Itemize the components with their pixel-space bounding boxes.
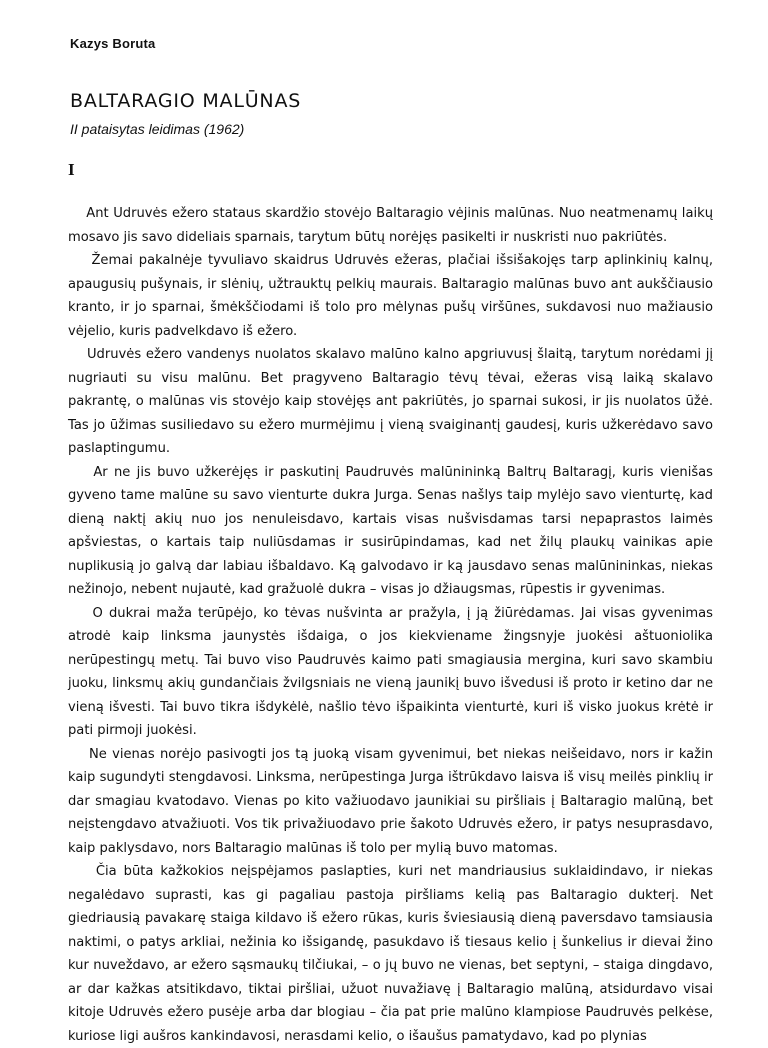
chapter-heading: I bbox=[68, 160, 75, 179]
paragraph: Ar ne jis buvo užkerėjęs ir paskutinį Paudruvės malūnininką Baltrų Baltaragį, kuris vienišas gyveno tame malūne su savo vienturte dukra Jurga. Senas našlys taip mylėjo savo vienturtę, kad dieną naktį akių nuo jos nenuleisdavo, kartais visas nušvisdamas tarsi nepaprastos laimės apšviestas, o kartais taip nuliūsdamas ir susirūpindamas, kad net žilų plaukų vainikas apie nuplikusią jo galvą dar labiau išbaldavo. Ką galvodavo ir ką jausdavo senas malūnininkas, niekas nežinojo, nebent nujautė, kad gražuolė dukra – visas jo džiaugsmas, rūpestis ir gyvenimas. bbox=[68, 464, 713, 597]
author-name: Kazys Boruta bbox=[70, 36, 156, 51]
edition-note: II pataisytas leidimas (1962) bbox=[70, 121, 245, 137]
book-title: BALTARAGIO MALŪNAS bbox=[70, 89, 302, 112]
paragraph: Žemai pakalnėje tyvuliavo skaidrus Udruvės ežeras, plačiai išsišakojęs tarp aplinkinių kalnų, apaugusių pušynais, ir slėnių, užtrauktų pelkių maurais. Baltaragio malūnas buvo ant aukščiausio kranto, ir jo sparnai, šmėkščiodami iš tolo pro mėlynas pušų viršūnes, sukdavosi nuo mažiausio vėjelio, kuris padvelkdavo iš ežero. bbox=[68, 253, 713, 339]
paragraph: Ne vienas norėjo pasivogti jos tą juoką visam gyvenimui, bet niekas neišeidavo, nors ir kažin kaip sugundyti stengdavosi. Linksma, nerūpestinga Jurga ištrūkdavo laisva iš visų meilės pinklių ir dar smagiau kvatodavo. Vienas po kito važiuodavo jaunikiai su piršliais į Baltaragio malūną, bet neįstengdavo atvažiuoti. Vos tik privažiuodavo prie šakoto Udruvės ežero, ir patys nesuprasdavo, kaip paklysdavo, nors Baltaragio malūnas iš tolo per mylią buvo matomas. bbox=[68, 746, 713, 856]
paragraph: Udruvės ežero vandenys nuolatos skalavo malūno kalno apgriuvusį šlaitą, tarytum norėdami jį nugriauti su visu malūnu. Bet pragyveno Baltaragio tėvų tėvai, ežeras visą laiką skalavo pakrantę, o malūnas vis stovėjo kaip stovėjęs ant pakriūtės, jo sparnai sukosi, ir jis nuolatos ūžė. Tas jo ūžimas susiliedavo su ežero murmėjimu į vieną svaiginantį gaudesį, kuris užkerėdavo savo paslaptingumu. bbox=[68, 347, 714, 456]
body-text bbox=[68, 202, 713, 1048]
paragraph: Ant Udruvės ežero stataus skardžio stovėjo Baltaragio vėjinis malūnas. Nuo neatmenamų laikų mosavo jis savo dideliais sparnais, tarytum būtų norėjęs pasikelti ir nuskristi nuo pakriūtės. bbox=[68, 206, 713, 245]
paragraph: Čia būta kažkokios neįspėjamos paslapties, kuri net mandriausius suklaidindavo, ir niekas negalėdavo suprasti, kas gi pagaliau pastoja piršliams kelią pas Baltaragio dukterį. Net giedriausią pavakarę staiga kildavo iš ežero rūkas, kuris šviesiausią dieną paversdavo tamsiausia naktimi, o patys arkliai, nežinia ko išsigandę, pasukdavo iš tiesaus kelio į šunkelius ir dievai žino kur nuveždavo, ar ežero sąsmaukų tilčiukai, – o jų buvo ne vienas, bet septyni, – staiga dingdavo, ar dar kažkas atsitikdavo, tiktai piršliai, užuot nuvažiavę į Baltaragio malūną, atsidurdavo visai kitoje Udruvės ežero pusėje arba dar blogiau – čia pat prie malūno klampiose Paudruvės pelkėse, kuriose ligi aušros kankindavosi, nerasdami kelio, o išaušus pamatydavo, kad po plynias bbox=[68, 864, 713, 1044]
paragraph: O dukrai maža terūpėjo, ko tėvas nušvinta ar pražyla, į ją žiūrėdamas. Jai visas gyvenimas atrodė kaip linksma jaunystės išdaiga, o jos kiekviename žingsnyje juokėsi aštuoniolika nerūpestingų metų. Tai buvo viso Paudruvės kaimo pati smagiausia mergina, kuri savo skambiu juoku, linksmų akių gundančiais žvilgsniais ne vieną jaunikį buvo išvedusi iš proto ir ketino dar ne vieną išvesti. Tai buvo tikra išdykėlė, našlio tėvo išpaikinta vienturtė, kuri iš visko juokus krėtė ir pati pirmoji juokėsi. bbox=[68, 605, 713, 738]
